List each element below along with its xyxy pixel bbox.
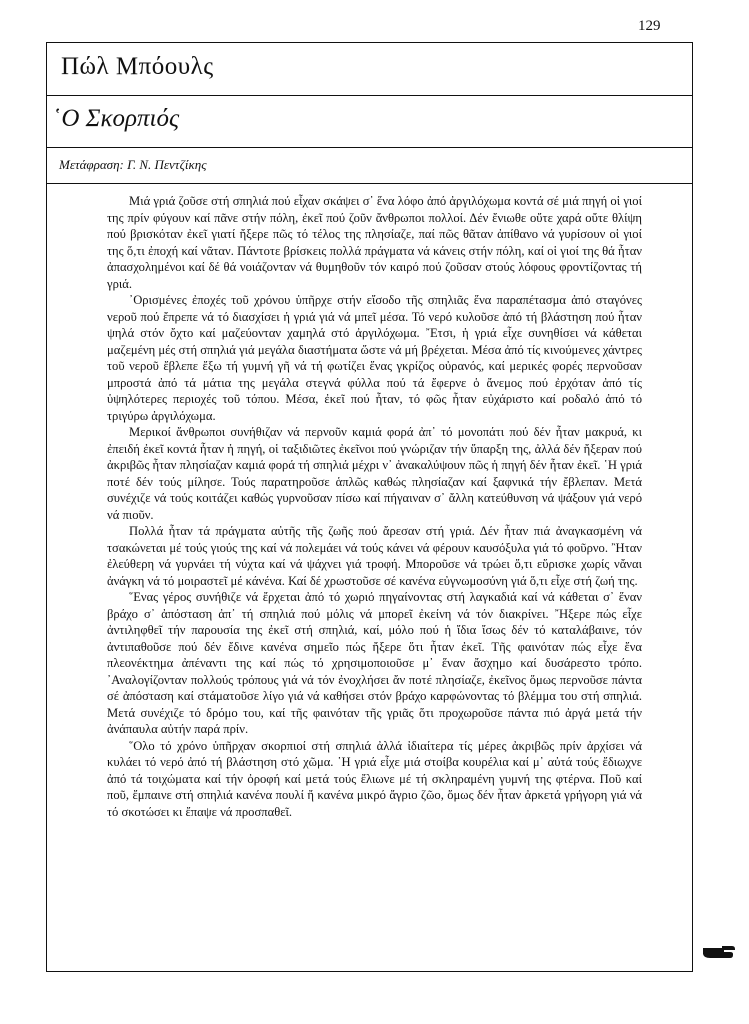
paragraph: ῞Ενας γέρος συνήθιζε νά ἔρχεται ἀπό τό χωριό πηγαίνοντας στή λαγκαδιά καί νά κάθεται σ᾿ ἕναν βράχο σ᾿ ἀπόσταση ἀπ᾿ τή σπηλιά πού μόλις νά μπορεῖ ἐκείνη νά τόν διακρίνει. ῎Ηξερε πώς εἶχε ἀντιληφθεῖ τήν παρουσία της ἐκεῖ στή σπηλιά, καί, μόλο πού ἡ ἴδια ἴσως δέν τό καταλάβαινε, τόν ἀντιπαθοῦσε πού δέν ἔδινε κανένα σημεῖο πώς ἤξερε ὅτι ἦταν ἐκεῖ. Τῆς φαινόταν πώς εἶχε ἕνα πλεονέκτημα ἀπέναντι της καί πώς τό χρησιμοποιοῦσε μ᾿ ἕναν ἄσχημο καί δυσάρεστο τρόπο. ᾿Αναλογίζονταν πολλούς τρόπους γιά νά τόν ἐνοχλήσει ἄν ποτέ πλησίαζε, ἐκεῖνος ὅμως περνοῦσε πάντα σέ ἀπόσταση καί στάματοῦσε λίγο γιά νά καθήσει στόν βράχο καρφώνοντας τό βλέμμα του στή σπηλιά. Μετά συνέχιζε τό δρόμο του, καί τῆς φαινόταν τῆς γριᾶς ὅτι προχωροῦσε πάντα πιό ἀργά μετά τήν ἀνάπαυλα αὐτήν παρά πρίν.	[107, 590, 642, 736]
page-number: 129	[638, 18, 661, 34]
story-title: ῾Ο Σκορπιός	[53, 105, 180, 132]
story-body	[107, 193, 642, 820]
paragraph: ῞Ολο τό χρόνο ὑπῆρχαν σκορπιοί στή σπηλιά ἀλλά ἰδιαίτερα τίς μέρες ἀκριβῶς πρίν ἀρχίσει νά κυλάει τό νερό ἀπό τή βλάστηση στό χῶμα. ῾Η γριά εἶχε μιά στοίβα κουρέλια καί μ᾿ αὐτά τούς ἔδιωχνε ἀπό τά τοιχώματα καί τήν ὀροφή καί μετά τούς ἔλιωνε μέ τή σκληραμένη γυμνή της φτέρνα. Ποῦ καί ποῦ, ἔμπαινε στή σπηλιά κανένα πουλί ἤ κανένα μικρό ἄγριο ζῶο, ὅμως δέν ἦταν ἀρκετά γρήγορη γιά νά τό σκοτώσει κι ἔπαψε νά προσπαθεῖ.	[107, 738, 642, 819]
article-frame	[46, 42, 693, 972]
translator-credit: Μετάφραση: Γ. Ν. Πεντζίκης	[59, 157, 207, 172]
pointing-hand-icon	[702, 944, 736, 960]
paragraph: ᾿Ορισμένες ἐποχές τοῦ χρόνου ὑπῆρχε στήν εἴσοδο τῆς σπηλιᾶς ἕνα παραπέτασμα ἀπό σταγόνες νεροῦ πού ἔπρεπε νά τό διασχίσει ἡ γριά γιά νά μπεῖ μέσα. Τό νερό κυλοῦσε ἀπό τή βλάστηση πού ἦταν ψηλά στόν ὄχτο καί μαζεύονταν χαμηλά στό ἀργιλόχωμα. ῎Ετσι, ἡ γριά εἶχε συνηθίσει νά κάθεται μαζεμένη μές στή σπηλιά γιά μεγάλα διαστήματα ὥστε νά μή βρέχεται. Μέσα ἀπό τίς κινούμενες χάντρες τοῦ νεροῦ ἔβλεπε ἔξω τή γυμνή γῆ νά τή φωτίζει ἕνας γκρίζος οὐρανός, καί μερικές φορές περνοῦσαν μπροστά ἀπό τά μάτια της μεγάλα στεγνά φύλλα πού τά ἔφερνε ὁ ἄνεμος πού ἐρχόταν ἀπό τίς ὑψηλότερες περιοχές τοῦ τόπου. Μέσα, ἐκεῖ πού ἦταν, τό φῶς ἦταν εὐχάριστο καί ροδαλό ἀπό τό τριγύρω ἀργιλόχωμα.	[107, 293, 642, 423]
author-name: Πώλ Μπόουλς	[61, 53, 214, 80]
paragraph: Μιά γριά ζοῦσε στή σπηλιά πού εἶχαν σκάψει σ᾿ ἕνα λόφο ἀπό ἀργιλόχωμα κοντά σέ μιά πηγή οἱ γιοί της πρίν φύγουν καί πᾶνε στήν πόλη, ἐκεῖ πού ζοῦν ἄνθρωποι πολλοί. Δέν ἔνιωθε οὔτε χαρά οὔτε θλίψη πού βρισκόταν ἐκεῖ γιατί ἤξερε πῶς τό τέλος της πλησίαζε, παί πῶς θᾶταν ἀπίθανο νά γυρίσουν οἱ γιοί της ὅ,τι ἐποχή καί νᾶταν. Πάντοτε βρίσκεις πολλά πράγματα νά κάνεις στήν πόλη, καί οἱ γιοί της θά ἦταν ἀπασχολημένοι καί δέ θά νοιάζονταν νά θυμηθοῦν τόν καιρό πού ζοῦσαν στούς λόφους φροντίζοντας τή γριά.	[107, 194, 642, 291]
paragraph: Πολλά ἦταν τά πράγματα αὐτῆς τῆς ζωῆς πού ἄρεσαν στή γριά. Δέν ἦταν πιά ἀναγκασμένη νά τσακώνεται μέ τούς γιούς της καί νά πολεμάει νά τούς κάνει νά φέρουν καυσόξυλα γιά τό φοῦρνο. ῍Ηταν ἐλεύθερη νά γυρνάει τή νύχτα καί νά ψάχνει γιά τροφή. Μποροῦσε νά τρώει ὅ,τι εὕρισκε χωρίς νἄναι ἀνάγκη νά τό μοιραστεῖ μέ κάνένα. Καί δέ χρωστοῦσε σέ κανένα εὐγνωμοσύνη γιά ὅ,τι εἶχε στή ζωή της.	[107, 524, 642, 588]
paragraph: Μερικοί ἄνθρωποι συνήθιζαν νά περνοῦν καμιά φορά ἀπ᾿ τό μονοπάτι πού δέν ἦταν μακρυά, κι ἐπειδή ἐκεῖ κοντά ἦταν ἡ πηγή, οἱ ταξιδιῶτες ἐκεῖνοι πού γνώριζαν τήν ὕπαρξη της, ἀλλά δέν ἤξεραν πού ἀκριβῶς ἦταν πλησίαζαν καμιά φορά τή σπηλιά μέχρι ν᾿ ἀνακαλύψουν πῶς ἡ πηγή δέν ἦταν ἐκεῖ. ῾Η γριά ποτέ δέν τούς μίλησε. Τούς παρατηροῦσε ἁπλῶς καθώς πλησίαζαν καί ξαφνικά τήν ἔβλεπαν. Μετά συνέχιζε νά τούς κοιτάζει καθώς γυρνοῦσαν πίσω καί πήγαιναν σ᾿ ἄλλη κατεύθυνση νά ψάξουν γιά νερό νά πιοῦν.	[107, 425, 642, 522]
